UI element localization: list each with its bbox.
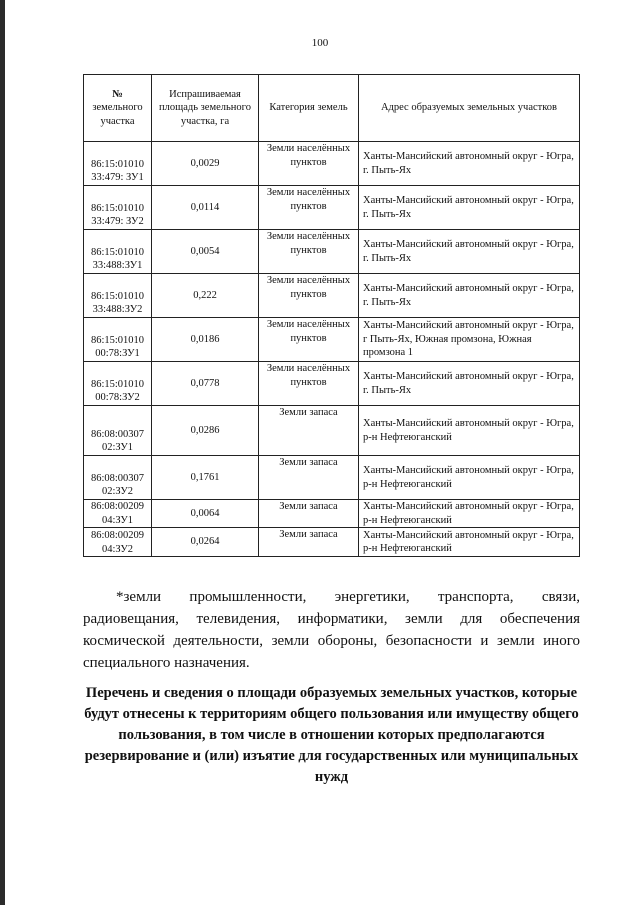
table-row [84, 456, 580, 500]
table-row [84, 274, 580, 318]
cell-address: Ханты-Мансийский автономный округ - Югра, г. Пыть-Ях [359, 142, 580, 186]
land-plots-table [83, 74, 580, 557]
cell-plot-number: 86:15:01010 33:479: ЗУ2 [84, 186, 152, 230]
page-number: 100 [311, 37, 329, 49]
cell-area: 0,0064 [152, 500, 259, 528]
cell-address: Ханты-Мансийский автономный округ - Югра, г. Пыть-Ях [359, 230, 580, 274]
scan-left-edge [0, 0, 5, 905]
cell-area: 0,0264 [152, 528, 259, 557]
header-area: Испрашиваемая площадь земельного участка, га [152, 75, 259, 142]
cell-plot-number: 86:15:01010 00:78:ЗУ1 [84, 318, 152, 362]
number-sign: № [112, 88, 123, 100]
cell-address: Ханты-Мансийский автономный округ - Югра, г. Пыть-Ях [359, 274, 580, 318]
header-category: Категория земель [259, 75, 359, 142]
table-row [84, 142, 580, 186]
cell-address: Ханты-Мансийский автономный округ - Югра, г. Пыть-Ях [359, 186, 580, 230]
cell-plot-number: 86:08:00307 02:ЗУ1 [84, 406, 152, 456]
cell-area: 0,0286 [152, 406, 259, 456]
cell-area: 0,222 [152, 274, 259, 318]
footnote [83, 586, 580, 674]
header-address: Адрес образуемых земельных участков [359, 75, 580, 142]
table-row [84, 362, 580, 406]
cell-area: 0,1761 [152, 456, 259, 500]
cell-category: Земли запаса [259, 456, 359, 500]
cell-category: Земли населённых пунктов [259, 230, 359, 274]
footnote-rest: радиовещания, телевидения, информатики, земли для обеспечения космической деятельности, земли обороны, безопасности и земли иного специального назначения. [83, 611, 580, 671]
table-body [84, 142, 580, 557]
cell-category: Земли населённых пунктов [259, 362, 359, 406]
table-row [84, 230, 580, 274]
cell-area: 0,0114 [152, 186, 259, 230]
section-heading: Перечень и сведения о площади образуемых земельных участков, которые будут отнесены к территориям общего пользования или имуществу общего пользования, в том числе в отношении которых предполагаются резервирование и (или) изъятие для государственных или муниципальных нужд [84, 685, 579, 785]
cell-plot-number: 86:08:00307 02:ЗУ2 [84, 456, 152, 500]
table-header-row [84, 75, 580, 142]
header-plot-number [84, 75, 152, 142]
cell-plot-number: 86:15:01010 33:488:ЗУ2 [84, 274, 152, 318]
cell-area: 0,0778 [152, 362, 259, 406]
cell-plot-number: 86:08:00209 04:ЗУ2 [84, 528, 152, 557]
cell-category: Земли запаса [259, 528, 359, 557]
table-row [84, 186, 580, 230]
cell-plot-number: 86:15:01010 33:479: ЗУ1 [84, 142, 152, 186]
cell-address: Ханты-Мансийский автономный округ - Югра, р-н Нефтеюганский [359, 406, 580, 456]
table-row [84, 318, 580, 362]
header-plot-number-label: земельного участка [92, 102, 143, 127]
cell-category: Земли населённых пунктов [259, 318, 359, 362]
table-row [84, 406, 580, 456]
cell-category: Земли населённых пунктов [259, 142, 359, 186]
cell-address: Ханты-Мансийский автономный округ - Югра, г Пыть-Ях, Южная промзона, Южная промзона 1 [359, 318, 580, 362]
cell-address: Ханты-Мансийский автономный округ - Югра, р-н Нефтеюганский [359, 500, 580, 528]
cell-category: Земли населённых пунктов [259, 274, 359, 318]
cell-area: 0,0186 [152, 318, 259, 362]
cell-address: Ханты-Мансийский автономный округ - Югра, р-н Нефтеюганский [359, 456, 580, 500]
table-row [84, 500, 580, 528]
table-row [84, 528, 580, 557]
cell-category: Земли населённых пунктов [259, 186, 359, 230]
cell-address: Ханты-Мансийский автономный округ - Югра, г. Пыть-Ях [359, 362, 580, 406]
cell-plot-number: 86:15:01010 00:78:ЗУ2 [84, 362, 152, 406]
cell-category: Земли запаса [259, 500, 359, 528]
cell-area: 0,0029 [152, 142, 259, 186]
cell-plot-number: 86:08:00209 04:ЗУ1 [84, 500, 152, 528]
cell-address: Ханты-Мансийский автономный округ - Югра, р-н Нефтеюганский [359, 528, 580, 557]
cell-plot-number: 86:15:01010 33:488:ЗУ1 [84, 230, 152, 274]
footnote-first-line: *земли промышленности, энергетики, транспорта, связи, [116, 589, 580, 605]
cell-category: Земли запаса [259, 406, 359, 456]
cell-area: 0,0054 [152, 230, 259, 274]
